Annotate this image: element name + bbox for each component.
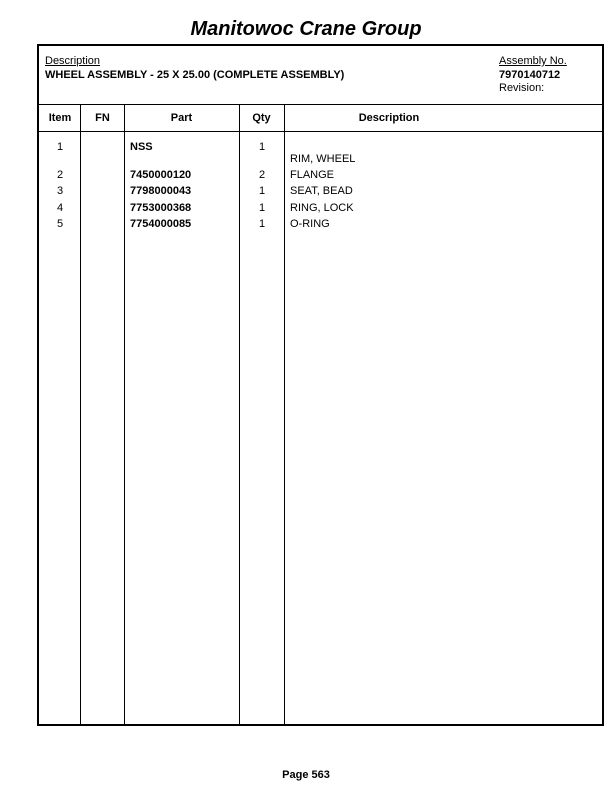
column-header-item: Item bbox=[48, 112, 72, 124]
column-divider bbox=[284, 105, 285, 724]
description-label: Description bbox=[45, 55, 101, 67]
company-title: Manitowoc Crane Group bbox=[190, 18, 422, 40]
revision-label: Revision: bbox=[499, 82, 545, 94]
column-header-qty: Qty bbox=[252, 112, 271, 124]
row-4-item: 4 bbox=[56, 202, 64, 214]
page-number: Page 563 bbox=[282, 769, 330, 781]
assembly-header bbox=[39, 46, 602, 105]
row-3-description: SEAT, BEAD bbox=[290, 185, 353, 197]
assembly-no-label: Assembly No. bbox=[499, 55, 567, 67]
column-header-part: Part bbox=[170, 112, 193, 124]
row-5-qty: 1 bbox=[258, 218, 266, 230]
row-3-part: 7798000043 bbox=[130, 185, 192, 197]
row-4-qty: 1 bbox=[258, 202, 266, 214]
row-2-part: 7450000120 bbox=[130, 169, 192, 181]
assembly-no: 7970140712 bbox=[499, 69, 561, 81]
row-1-description: RIM, WHEEL bbox=[290, 153, 356, 165]
row-5-part: 7754000085 bbox=[130, 218, 192, 230]
row-3-item: 3 bbox=[56, 185, 64, 197]
row-1-part: NSS bbox=[130, 141, 153, 153]
column-header-description: Description bbox=[358, 112, 420, 124]
row-1-item: 1 bbox=[56, 141, 64, 153]
parts-list-frame bbox=[37, 44, 604, 726]
row-4-description: RING, LOCK bbox=[290, 202, 354, 214]
row-5-description: O-RING bbox=[290, 218, 330, 230]
column-divider bbox=[124, 105, 125, 724]
row-1-qty: 1 bbox=[258, 141, 266, 153]
column-header-fn: FN bbox=[95, 112, 110, 124]
assembly-description: WHEEL ASSEMBLY - 25 X 25.00 (COMPLETE ASSEMBLY) bbox=[45, 69, 345, 81]
row-3-qty: 1 bbox=[258, 185, 266, 197]
row-5-item: 5 bbox=[56, 218, 64, 230]
row-4-part: 7753000368 bbox=[130, 202, 192, 214]
row-2-qty: 2 bbox=[258, 169, 266, 181]
row-2-item: 2 bbox=[56, 169, 64, 181]
row-2-description: FLANGE bbox=[290, 169, 335, 181]
